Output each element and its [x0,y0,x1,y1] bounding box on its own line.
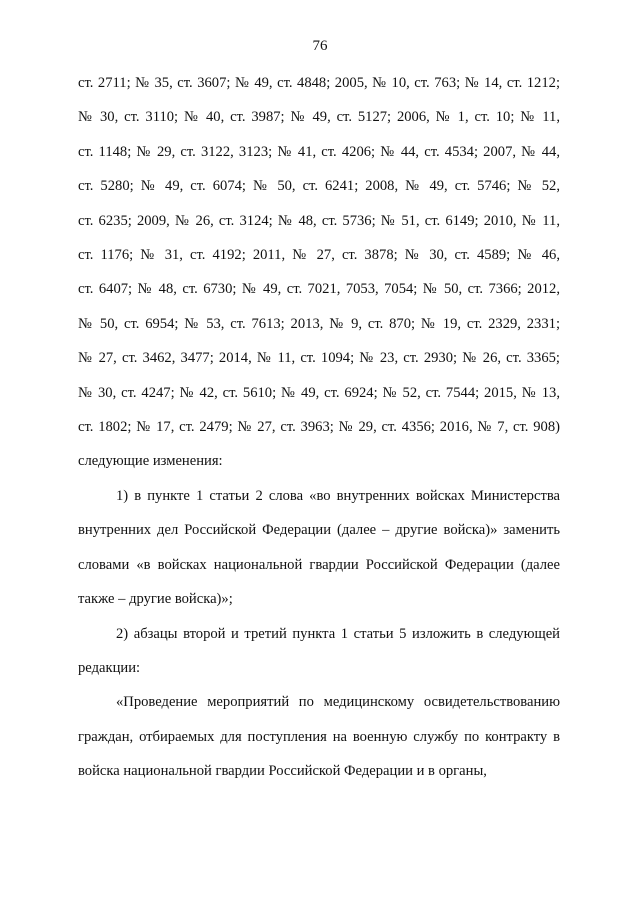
text-line: ст. 1176; № 31, ст. 4192; 2011, № 27, ст. 3878; № 30, ст. 4589; № 46, [78,247,560,264]
text-line: № 30, ст. 3110; № 40, ст. 3987; № 49, ст. 5127; 2006, № 1, ст. 10; № 11, [78,109,560,126]
text-line: следующие изменения: [78,453,223,470]
text-line: ст. 1148; № 29, ст. 3122, 3123; № 41, ст. 4206; № 44, ст. 4534; 2007, № 44, [78,143,560,160]
paragraph-item-2 [78,617,560,686]
page-number: 76 [312,38,328,54]
text-line: ст. 6407; № 48, ст. 6730; № 49, ст. 7021, 7053, 7054; № 50, ст. 7366; 2012, [78,281,560,298]
text-line: также – другие войска)»; [78,591,233,608]
text-line: редакции: [78,659,141,676]
text-line: ст. 6235; 2009, № 26, ст. 3124; № 48, ст. 5736; № 51, ст. 6149; 2010, № 11, [78,212,560,229]
text-line: «Проведение мероприятий по медицинскому освидетельствованию [116,694,560,711]
paragraph-citations [78,66,560,479]
text-line: войска национальной гвардии Российской Федерации и в органы, [78,763,487,780]
text-line: 2) абзацы второй и третий пункта 1 статьи 5 изложить в следующей [116,625,560,642]
text-line: словами «в войсках национальной гвардии Российской Федерации (далее [78,556,560,573]
text-line: внутренних дел Российской Федерации (далее – другие войска)» заменить [78,522,560,539]
text-line: № 50, ст. 6954; № 53, ст. 7613; 2013, № 9, ст. 870; № 19, ст. 2329, 2331; [78,315,560,332]
text-line: № 30, ст. 4247; № 42, ст. 5610; № 49, ст. 6924; № 52, ст. 7544; 2015, № 13, [78,384,560,401]
document-body [78,66,560,789]
text-line: ст. 5280; № 49, ст. 6074; № 50, ст. 6241; 2008, № 49, ст. 5746; № 52, [78,178,560,195]
paragraph-item-1 [78,479,560,617]
text-line: ст. 2711; № 35, ст. 3607; № 49, ст. 4848; 2005, № 10, ст. 763; № 14, ст. 1212; [78,75,560,91]
text-line: № 27, ст. 3462, 3477; 2014, № 11, ст. 1094; № 23, ст. 2930; № 26, ст. 3365; [78,350,560,367]
paragraph-quote [78,685,560,788]
text-line: 1) в пункте 1 статьи 2 слова «во внутренних войсках Министерства [116,487,560,504]
text-line: граждан, отбираемых для поступления на военную службу по контракту в [78,728,560,745]
text-line: ст. 1802; № 17, ст. 2479; № 27, ст. 3963; № 29, ст. 4356; 2016, № 7, ст. 908) [78,419,560,436]
